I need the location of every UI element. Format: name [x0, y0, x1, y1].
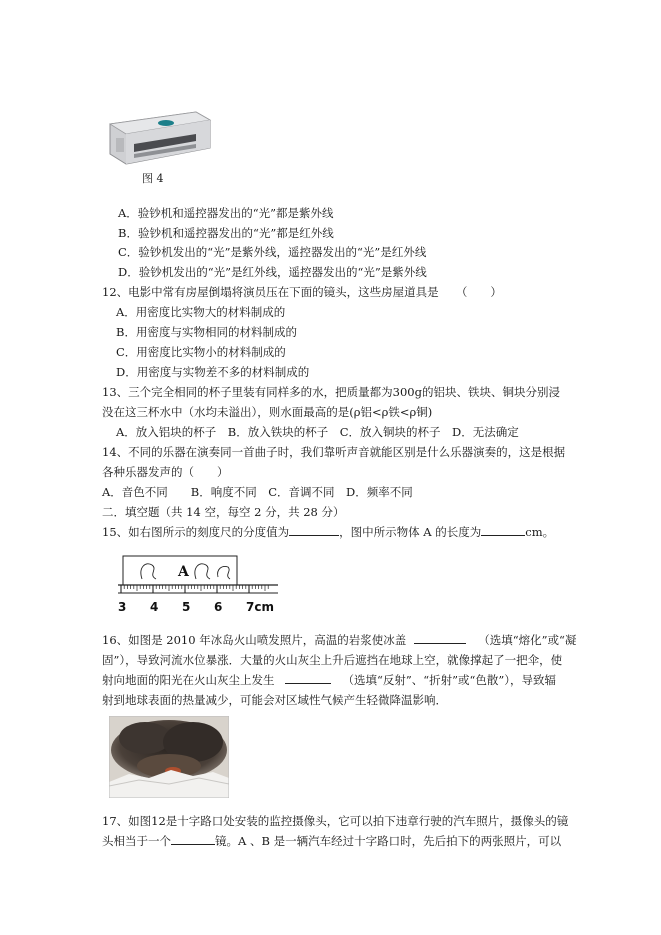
q15-text-2: ，图中所示物体 A 的长度为: [339, 525, 482, 539]
q11-option-d: D．验钞机发出的“光”是红外线，遥控器发出的“光”是紫外线: [118, 265, 427, 279]
ruler-tick-label: 7cm: [246, 600, 274, 614]
q15-text-3: cm。: [525, 525, 555, 539]
q11-option-c: C．验钞机发出的“光”是紫外线，遥控器发出的“光”是红外线: [118, 245, 427, 259]
q16-line-1: [102, 632, 576, 648]
q15-text-1: 15、如右图所示的刻度尺的分度值为: [102, 525, 290, 539]
q11-option-a: A．验钞机和遥控器发出的“光”都是紫外线: [118, 206, 334, 220]
q16-text-3a: 射向地面的阳光在火山灰尘上发生: [102, 673, 275, 687]
q16-line-2: 固”），导致河流水位暴涨．大量的火山灰尘上升后遮挡在地球上空，就像撑起了一把伞，使: [102, 653, 563, 667]
section-2-title: 二．填空题（共 14 空，每空 2 分，共 28 分）: [102, 505, 345, 519]
q16-blank-1[interactable]: [414, 643, 466, 644]
q17-text-2a: 头相当于一个: [102, 834, 171, 848]
q12-option-a: A．用密度比实物大的材料制成的: [116, 305, 286, 319]
figure-4-banknote-detector: [104, 108, 214, 168]
q16-line-3: [102, 672, 556, 688]
q14-line-2: 各种乐器发声的（ ）: [102, 465, 229, 479]
q16-text-1a: 16、如图是 2010 年冰岛火山喷发照片，高温的岩浆使冰盖: [102, 633, 407, 647]
q16-blank-2[interactable]: [285, 683, 331, 684]
volcano-photo: [109, 716, 229, 798]
q15-blank-division[interactable]: [289, 535, 339, 536]
q12-stem: 12、电影中常有房屋倒塌将演员压在下面的镜头，这些房屋道具是 （ ）: [102, 285, 502, 299]
q12-option-b: B．用密度与实物相同的材料制成的: [116, 325, 297, 339]
ruler-tick-label: 3: [118, 600, 127, 614]
ruler-tick-label: 6: [214, 600, 223, 614]
q16-line-4: 射到地球表面的热量减少，可能会对区域性气候产生轻微降温影响．: [102, 693, 447, 707]
figure-4-caption: 图 4: [142, 172, 164, 185]
q15-blank-length[interactable]: [481, 535, 525, 536]
q15-question: [102, 524, 554, 540]
q13-line-2: 没在这三杯水中（水均未溢出），则水面最高的是(ρ铝<ρ铁<ρ铜): [102, 405, 433, 419]
object-a-label: A: [178, 564, 189, 580]
q17-line-1: 17、如图12是十字路口处安装的监控摄像头，它可以拍下违章行驶的汽车照片，摄像头的镜: [102, 814, 569, 828]
ruler-figure: [118, 553, 280, 615]
q11-option-b: B．验钞机和遥控器发出的“光”都是红外线: [118, 226, 334, 240]
ruler-tick-label: 5: [182, 600, 191, 614]
q17-blank-lens[interactable]: [171, 844, 215, 845]
ruler-ticks: [121, 585, 268, 593]
q13-options: A．放入铝块的杯子 B．放入铁块的杯子 C．放入铜块的杯子 D．无法确定: [116, 425, 519, 439]
q17-text-2b: 镜。A 、B 是一辆汽车经过十字路口时，先后拍下的两张照片，可以: [215, 834, 562, 848]
q16-text-1b: （选填“熔化”或“凝: [478, 633, 577, 647]
q17-line-2: [102, 833, 561, 849]
q16-text-3b: （选填“反射”、“折射”或“色散”），导致辐: [342, 673, 557, 687]
q12-option-c: C．用密度比实物小的材料制成的: [116, 345, 286, 359]
q12-option-d: D．用密度与实物差不多的材料制成的: [116, 365, 310, 379]
ruler-labels: [118, 600, 274, 614]
ruler-tick-label: 4: [150, 600, 159, 614]
q14-line-1: 14、不同的乐器在演奏同一首曲子时，我们靠听声音就能区别是什么乐器演奏的，这是根据: [102, 445, 566, 459]
q13-line-1: 13、三个完全相同的杯子里装有同样多的水，把质量都为300g的铝块、铁块、铜块分别浸: [102, 385, 560, 399]
q14-options: A．音色不同 B．响度不同 C．音调不同 D．频率不同: [102, 485, 413, 499]
